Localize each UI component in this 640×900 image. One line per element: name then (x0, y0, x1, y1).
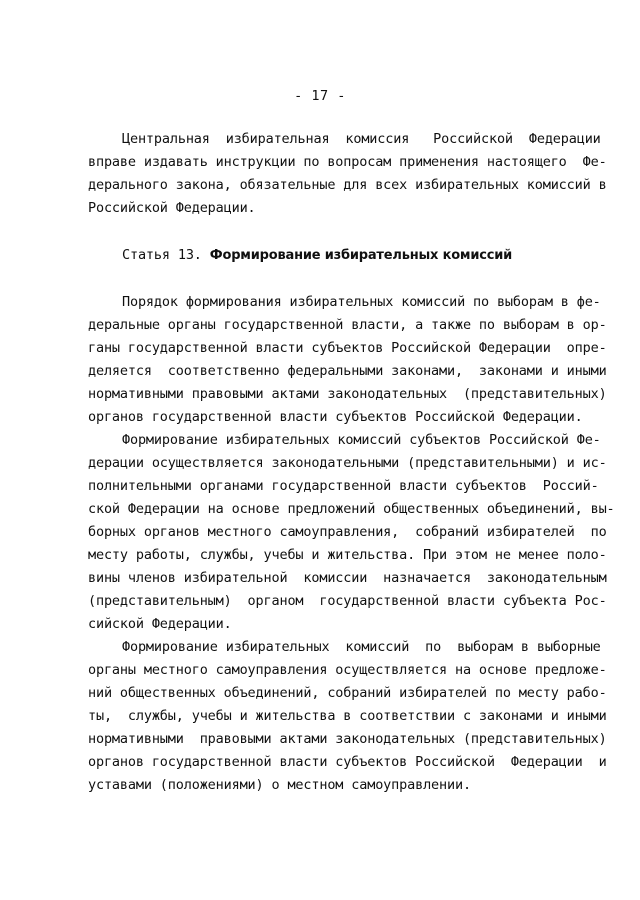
article-title: Формирование избирательных комиссий (209, 248, 513, 263)
paragraph-4-line-2: органы местного самоуправления осуществляется на основе предложе- (88, 662, 607, 678)
paragraph-2-line-3: ганы государственной власти субъектов Российской Федерации опре- (88, 340, 607, 356)
paragraph-4-line-6: органов государственной власти субъектов Российской Федерации и (88, 754, 607, 770)
paragraph-1-line-2: вправе издавать инструкции по вопросам применения настоящего Фе- (88, 154, 607, 170)
paragraph-1-line-4: Российской Федерации. (88, 200, 256, 216)
paragraph-1-line-3: дерального закона, обязательные для всех избирательных комиссий в (88, 177, 607, 193)
paragraph-3-line-6: месту работы, службы, учебы и жительства. При этом не менее поло- (88, 547, 607, 563)
paragraph-4-line-7: уставами (положениями) о местном самоуправлении. (88, 777, 471, 793)
paragraph-3-line-2: дерации осуществляется законодательными (представительными) и ис- (88, 455, 607, 471)
paragraph-3-line-8: (представительным) органом государственной власти субъекта Рос- (88, 593, 607, 609)
paragraph-2-line-5: нормативными правовыми актами законодательных (представительных) (88, 386, 607, 402)
paragraph-2-line-2: деральные органы государственной власти, а также по выборам в ор- (88, 317, 607, 333)
paragraph-4-line-4: ты, службы, учебы и жительства в соответствии с законами и иными (88, 708, 607, 724)
paragraph-3-line-3: полнительными органами государственной власти субъектов Россий- (88, 478, 599, 494)
page-number: - 17 - (294, 88, 346, 104)
paragraph-3-line-4: ской Федерации на основе предложений общественных объединений, вы- (88, 501, 615, 517)
paragraph-4-line-3: ний общественных объединений, собраний избирателей по месту рабо- (88, 685, 607, 701)
paragraph-4-line-5: нормативными правовыми актами законодательных (представительных) (88, 731, 607, 747)
paragraph-2-line-6: органов государственной власти субъектов Российской Федерации. (88, 409, 583, 425)
paragraph-2-line-4: деляется соответственно федеральными законами, законами и иными (88, 363, 607, 379)
article-number: Статья 13. (122, 247, 210, 263)
article-heading (122, 246, 512, 265)
paragraph-3-line-7: вины членов избирательной комиссии назначается законодательным (88, 570, 607, 586)
paragraph-4-line-1: Формирование избирательных комиссий по выборам в выборные (122, 639, 601, 655)
paragraph-2-line-1: Порядок формирования избирательных комиссий по выборам в фе- (122, 294, 601, 310)
paragraph-3-line-1: Формирование избирательных комиссий субъектов Российской Фе- (122, 432, 601, 448)
paragraph-3-line-9: сийской Федерации. (88, 616, 232, 632)
paragraph-3-line-5: борных органов местного самоуправления, собраний избирателей по (88, 524, 607, 540)
paragraph-1-line-1: Центральная избирательная комиссия Российской Федерации (122, 131, 601, 147)
